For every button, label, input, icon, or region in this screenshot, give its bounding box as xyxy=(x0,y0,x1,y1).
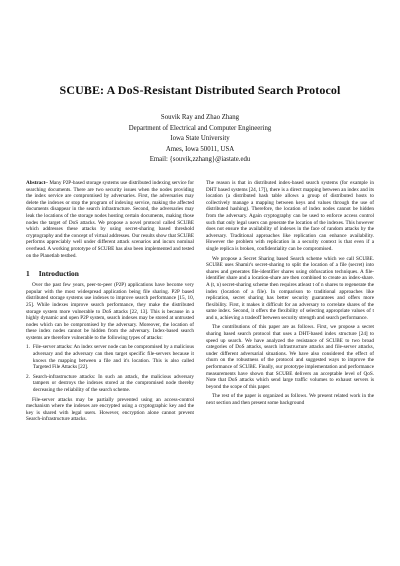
list-item-text: Search-infrastructure attacks: In such an attack, the malicious adversary tampers or destroys the indexes stored at the compromised node thereby decreasing the reliability of the search scheme. xyxy=(32,373,194,394)
list-item-file-server-attacks xyxy=(26,344,194,370)
list-item-number: 1. xyxy=(26,344,30,351)
list-item-search-infrastructure-attacks xyxy=(26,374,194,394)
author-email: Email: {souvik,zzhang}@iastate.edu xyxy=(149,156,251,164)
section-number: 1 xyxy=(26,269,30,279)
author-block xyxy=(0,113,400,166)
body-paragraph-1: The reason is that in distributed index-based search systems (for example in DHT based systems [24, 17]), there is a direct mapping between an index and its location (a distributed hash table allows a group of distributed hosts to collectively manage a mapping between keys and values through the use of distributed hashing). Therefore, the location of index nodes cannot be hidden from the adversary. Again cryptography can be used to enforce access control such that only legal users can generate the location of the indexes. This however does not ensure the availability of indexes in the face of random attacks by the adversary. Traditional approaches like replication can enhance availability. However the problem with replication in a security context is that even if a single replica is broken, confidentiality can be compromised. xyxy=(206,180,374,252)
body-paragraph-2: We propose a Secret Sharing based Search scheme which we call SCUBE. SCUBE uses Shamir's secret-sharing to split the location of a file (secret) into shares and generates file-identifier shares using obfuscation techniques. A file-identifier share and a location-share are then combined to create an index-share. A (t, n) secret-sharing scheme then requires atleast t of n shares to regenerate the index (location of a file). In comparison to traditional approaches like replication, secret sharing has better security guarantees and offers more flexibility. First, it makes it difficult for an adversary to correlate shares of the same index. Second, it offers the flexibility of selecting appropriate values of t and n, achieving a tradeoff between security strength and search performance. xyxy=(206,255,374,321)
abstract-paragraph xyxy=(26,180,194,259)
list-item-text: File-server attacks: An index server node can be compromised by a malicious adversary and the adversary can then target specific file-servers because it knows the mapping between a file and it's location. This is also called Targeted File Attacks [22]. xyxy=(32,344,194,371)
section-title: Introduction xyxy=(38,269,79,279)
body-paragraph-4: The rest of the paper is organized as follows. We present related work in the next section and then present some background xyxy=(206,393,374,406)
right-column xyxy=(206,180,374,407)
paper-title: SCUBE: A DoS-Resistant Distributed Search Protocol xyxy=(59,83,341,97)
left-column xyxy=(26,180,194,423)
author-university: Iowa State University xyxy=(170,135,230,143)
author-department: Department of Electrical and Computer Engineering xyxy=(128,124,272,132)
abstract-text: Many P2P-based storage systems use distributed indexing service for searching documents. There are two security issues when the nodes providing the index service are compromised by adversaries. First, the adversaries may delete the indexes or stop the program of indexing service, making the affected documents disappear in the search infrastructure. Second, the adversaries may leak the locations of the storage nodes hosting certain documents, making those nodes the target of DoS attacks. We propose a novel protocol called SCUBE which addresses these attacks by using secret-sharing based threshold cryptography and the concept of virtual addresses. Our results show that SCUBE performs appreciably well under different attack scenarios and incurs nominal overhead. A working prototype of SCUBE has also been implemented and tested on the Planetlab testbed. xyxy=(26,180,194,259)
section-heading-introduction xyxy=(26,269,194,278)
author-names: Souvik Ray and Zhao Zhang xyxy=(160,114,240,121)
intro-paragraph-1: Over the past few years, peer-to-peer (P2P) applications have become very popular with the most widespread application being file sharing. P2P based distributed storage systems use indexes to improve search performance [15, 10, 25]. While indexes improve search performance, they make the distributed storage system more vulnerable to DoS attacks [22, 13]. This is because in a highly dynamic and open P2P system, search indexes may be stored at untrusted nodes which can be compromised by the adversary. Moreover, the location of these index nodes cannot be hidden from the adversary. Index-based search systems are therefore vulnerable to the following types of attacks: xyxy=(26,282,194,341)
author-city: Ames, Iowa 50011, USA xyxy=(165,145,235,153)
abstract-label: Abstract– xyxy=(26,180,48,186)
list-item-number: 2. xyxy=(26,373,30,380)
body-paragraph-3: The contributions of this paper are as follows. First, we propose a secret sharing based search protocol that uses a DHT-based index structure [24] to speed up search. We have analyzed the resistance of SCUBE to two broad categories of DoS attacks, search infrastructure attacks and file-server attacks, under different adversarial situations. We have also considered the effect of churn on the robustness of the protocol and suggested ways to improve the performance of SCUBE. Finally, our prototype implementation and performance measurements have shown that SCUBE delivers an acceptable level of QoS. Note that DoS attacks which send large traffic volumes to exhaust servers is beyond the scope of this paper. xyxy=(206,324,374,390)
intro-paragraph-2: File-server attacks may be partially prevented using an access-control mechanism where the indexes are encrypted using a cryptographic key and the key is shared with legal users. However, encryption alone cannot prevent Search-infrastructure attacks. xyxy=(26,396,194,423)
